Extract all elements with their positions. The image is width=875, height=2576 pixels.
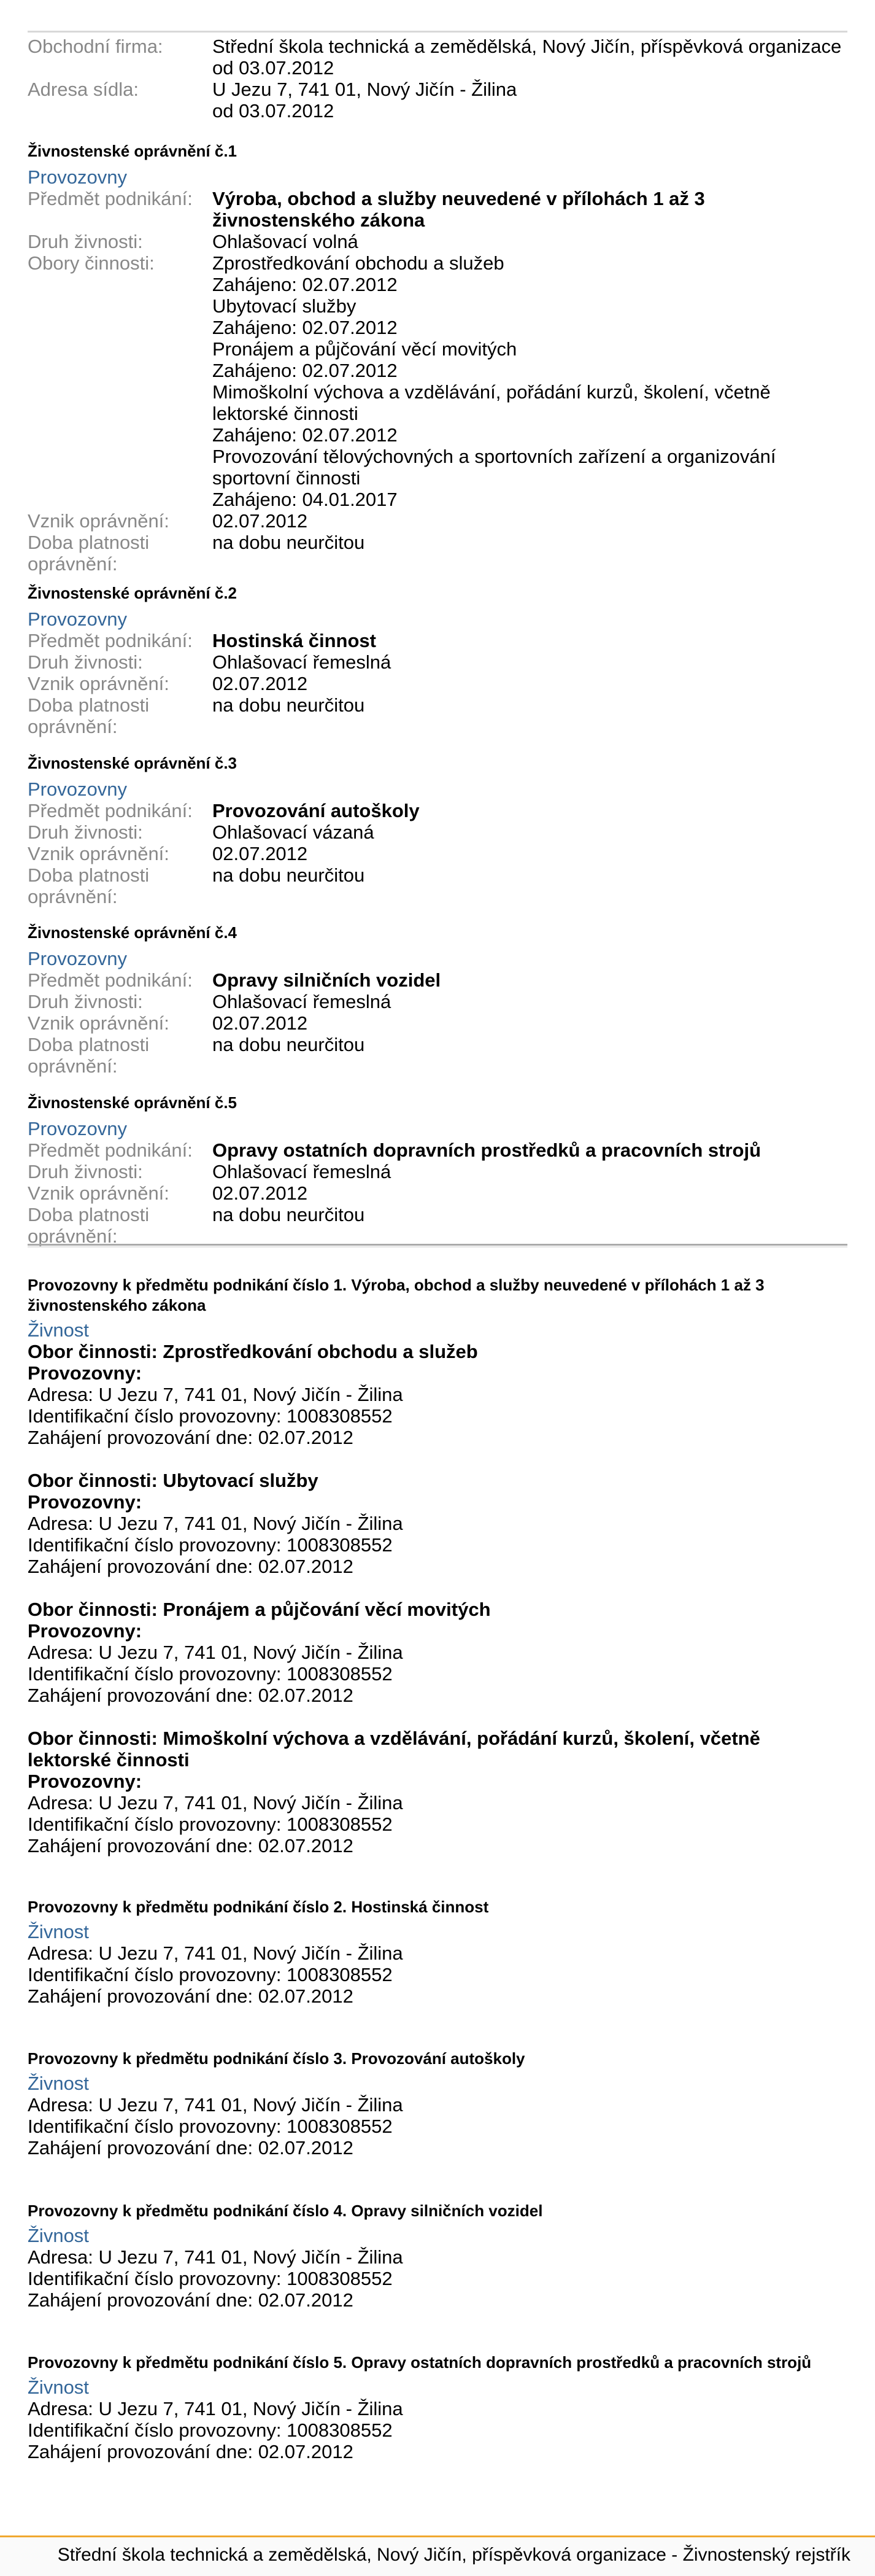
activity-title: Obor činnosti: Pronájem a půjčování věcí movitých [28, 1599, 491, 1620]
section-divider-shadow [28, 1246, 847, 1247]
field-started: Zahájeno: 02.07.2012 [212, 424, 398, 446]
provozovny-link[interactable]: Provozovny [28, 608, 127, 630]
activity-block [28, 1599, 847, 1706]
subject-value: Provozování autoškoly [212, 800, 420, 821]
permit-title: Živnostenské oprávnění č.5 [28, 1093, 237, 1112]
provozovny-link[interactable]: Provozovny [28, 778, 127, 800]
validity-value: na dobu neurčitou [212, 864, 365, 886]
permit-title: Živnostenské oprávnění č.3 [28, 754, 237, 772]
field-started: Zahájeno: 02.07.2012 [212, 274, 398, 295]
permit-2 [28, 583, 847, 737]
activity-block [28, 1341, 847, 1448]
origin-value: 02.07.2012 [212, 1182, 308, 1204]
establishment-start: Zahájení provozování dne: 02.07.2012 [28, 1685, 353, 1706]
section-divider [28, 1244, 847, 1246]
footer-text: Střední škola technická a zemědělská, Nový Jičín, příspěvková organizace - Živnostenský rejstřík [57, 2545, 850, 2565]
establishment-section-4 [28, 2201, 847, 2311]
subject-label: Předmět podnikání: [28, 630, 193, 651]
field-item: Mimoškolní výchova a vzdělávání, pořádání kurzů, školení, včetně lektorské činnosti [212, 381, 771, 424]
permit-4 [28, 923, 847, 1077]
permit-1 [28, 141, 847, 575]
company-address-value: U Jezu 7, 741 01, Nový Jičín - Žilina [212, 79, 517, 100]
subject-value: Opravy ostatních dopravních prostředků a pracovních strojů [212, 1139, 761, 1161]
establishment-address: Adresa: U Jezu 7, 741 01, Nový Jičín - Žilina [28, 2398, 403, 2419]
zivnost-link[interactable]: Živnost [28, 2376, 89, 2398]
establishment-section-title: Provozovny k předmětu podnikání číslo 2. Hostinská činnost [28, 1898, 489, 1916]
subject-label: Předmět podnikání: [28, 1139, 193, 1161]
field-item: Provozování tělovýchovných a sportovních zařízení a organizování sportovní činnosti [212, 446, 776, 489]
establishment-section-5 [28, 2353, 847, 2462]
kind-label: Druh živnosti: [28, 1161, 143, 1182]
establishment-address: Adresa: U Jezu 7, 741 01, Nový Jičín - Žilina [28, 2246, 403, 2268]
subject-label: Předmět podnikání: [28, 969, 193, 991]
company-name-value: Střední škola technická a zemědělská, Nový Jičín, příspěvková organizace [212, 36, 842, 57]
validity-label: Doba platnosti oprávnění: [28, 1034, 150, 1077]
establishment-id: Identifikační číslo provozovny: 1008308552 [28, 1663, 393, 1685]
establishment-id: Identifikační číslo provozovny: 1008308552 [28, 1534, 393, 1556]
establishment-section-3 [28, 2049, 847, 2159]
establishments-heading: Provozovny: [28, 1620, 142, 1642]
establishment-id: Identifikační číslo provozovny: 1008308552 [28, 2419, 393, 2441]
provozovny-link[interactable]: Provozovny [28, 948, 127, 969]
establishment-address: Adresa: U Jezu 7, 741 01, Nový Jičín - Žilina [28, 1942, 403, 1964]
origin-value: 02.07.2012 [212, 843, 308, 864]
establishment-start: Zahájení provozování dne: 02.07.2012 [28, 1556, 353, 1577]
validity-value: na dobu neurčitou [212, 694, 365, 716]
establishment-start: Zahájení provozování dne: 02.07.2012 [28, 1985, 353, 2007]
kind-label: Druh živnosti: [28, 651, 143, 673]
establishment-address: Adresa: U Jezu 7, 741 01, Nový Jičín - Žilina [28, 2094, 403, 2116]
validity-label: Doba platnosti oprávnění: [28, 532, 150, 575]
validity-label: Doba platnosti oprávnění: [28, 694, 150, 737]
activity-title: Obor činnosti: Ubytovací služby [28, 1470, 318, 1491]
zivnost-link[interactable]: Živnost [28, 1921, 89, 1942]
kind-value: Ohlašovací řemeslná [212, 991, 391, 1012]
establishment-address: Adresa: U Jezu 7, 741 01, Nový Jičín - Žilina [28, 1513, 403, 1534]
origin-value: 02.07.2012 [212, 673, 308, 694]
kind-label: Druh živnosti: [28, 991, 143, 1012]
kind-label: Druh živnosti: [28, 821, 143, 843]
origin-value: 02.07.2012 [212, 1012, 308, 1034]
kind-value: Ohlašovací vázaná [212, 821, 374, 843]
company-address-row [28, 79, 847, 122]
validity-value: na dobu neurčitou [212, 1034, 365, 1055]
establishments-heading: Provozovny: [28, 1362, 142, 1384]
top-divider [28, 31, 847, 33]
subject-value: Hostinská činnost [212, 630, 376, 651]
zivnost-link[interactable]: Živnost [28, 2073, 89, 2094]
establishment-start: Zahájení provozování dne: 02.07.2012 [28, 2289, 353, 2311]
establishment-id: Identifikační číslo provozovny: 1008308552 [28, 1964, 393, 1985]
validity-value: na dobu neurčitou [212, 532, 365, 553]
origin-label: Vznik oprávnění: [28, 510, 169, 532]
permit-title: Živnostenské oprávnění č.1 [28, 142, 237, 160]
subject-label: Předmět podnikání: [28, 800, 193, 821]
origin-label: Vznik oprávnění: [28, 1182, 169, 1204]
provozovny-link[interactable]: Provozovny [28, 166, 127, 188]
validity-value: na dobu neurčitou [212, 1204, 365, 1225]
activity-block [28, 1470, 847, 1577]
kind-value: Ohlašovací řemeslná [212, 651, 391, 673]
permit-title: Živnostenské oprávnění č.4 [28, 923, 237, 942]
origin-label: Vznik oprávnění: [28, 843, 169, 864]
establishment-section-title: Provozovny k předmětu podnikání číslo 3. Provozování autoškoly [28, 2049, 525, 2068]
company-name-label: Obchodní firma: [28, 36, 163, 57]
company-address-since: od 03.07.2012 [212, 100, 334, 122]
establishment-address: Adresa: U Jezu 7, 741 01, Nový Jičín - Žilina [28, 1384, 403, 1405]
subject-value: Výroba, obchod a služby neuvedené v přílohách 1 až 3 živnostenského zákona [212, 188, 705, 231]
establishment-id: Identifikační číslo provozovny: 1008308552 [28, 2116, 393, 2137]
establishment-id: Identifikační číslo provozovny: 1008308552 [28, 1814, 393, 1835]
establishment-start: Zahájení provozování dne: 02.07.2012 [28, 1835, 353, 1856]
kind-value: Ohlašovací volná [212, 231, 358, 252]
kind-value: Ohlašovací řemeslná [212, 1161, 391, 1182]
kind-label: Druh živnosti: [28, 231, 143, 252]
company-address-label: Adresa sídla: [28, 79, 139, 100]
permit-5 [28, 1093, 847, 1247]
company-name-since: od 03.07.2012 [212, 57, 334, 79]
establishment-start: Zahájení provozování dne: 02.07.2012 [28, 2137, 353, 2159]
field-item: Pronájem a půjčování věcí movitých [212, 338, 517, 360]
origin-label: Vznik oprávnění: [28, 1012, 169, 1034]
field-item: Zprostředkování obchodu a služeb [212, 252, 504, 274]
establishment-section-2 [28, 1897, 847, 2007]
permit-3 [28, 753, 847, 907]
establishment-section-title: Provozovny k předmětu podnikání číslo 1. Výroba, obchod a služby neuvedené v přílohách 1 až 3 živnostenského zákona [28, 1276, 765, 1314]
zivnost-link[interactable]: Živnost [28, 1319, 89, 1341]
field-started: Zahájeno: 02.07.2012 [212, 317, 398, 338]
zivnost-link[interactable]: Živnost [28, 2225, 89, 2246]
establishment-address: Adresa: U Jezu 7, 741 01, Nový Jičín - Žilina [28, 1642, 403, 1663]
provozovny-link[interactable]: Provozovny [28, 1118, 127, 1139]
fields-label: Obory činnosti: [28, 252, 155, 274]
establishment-section-1 [28, 1275, 847, 1856]
establishment-id: Identifikační číslo provozovny: 1008308552 [28, 1405, 393, 1427]
subject-label: Předmět podnikání: [28, 188, 193, 209]
activity-block [28, 1728, 847, 1856]
establishment-address: Adresa: U Jezu 7, 741 01, Nový Jičín - Žilina [28, 1792, 403, 1814]
fields-list [212, 252, 847, 510]
field-started: Zahájeno: 04.01.2017 [212, 489, 398, 510]
field-started: Zahájeno: 02.07.2012 [212, 360, 398, 381]
establishments-heading: Provozovny: [28, 1771, 142, 1792]
field-item: Ubytovací služby [212, 295, 357, 317]
establishment-section-title: Provozovny k předmětu podnikání číslo 5. Opravy ostatních dopravních prostředků a pracovních strojů [28, 2353, 812, 2372]
subject-value: Opravy silničních vozidel [212, 969, 441, 991]
establishment-start: Zahájení provozování dne: 02.07.2012 [28, 1427, 353, 1448]
permit-title: Živnostenské oprávnění č.2 [28, 584, 237, 602]
company-header [28, 36, 847, 122]
establishment-id: Identifikační číslo provozovny: 1008308552 [28, 2268, 393, 2289]
establishment-section-title: Provozovny k předmětu podnikání číslo 4. Opravy silničních vozidel [28, 2202, 543, 2220]
establishments-heading: Provozovny: [28, 1491, 142, 1513]
company-name-row [28, 36, 847, 79]
validity-label: Doba platnosti oprávnění: [28, 864, 150, 907]
activity-title: Obor činnosti: Zprostředkování obchodu a služeb [28, 1341, 478, 1362]
activity-title: Obor činnosti: Mimoškolní výchova a vzdělávání, pořádání kurzů, školení, včetně lektorské činnosti [28, 1728, 760, 1771]
origin-value: 02.07.2012 [212, 510, 308, 532]
establishment-start: Zahájení provozování dne: 02.07.2012 [28, 2441, 353, 2462]
validity-label: Doba platnosti oprávnění: [28, 1204, 150, 1247]
origin-label: Vznik oprávnění: [28, 673, 169, 694]
